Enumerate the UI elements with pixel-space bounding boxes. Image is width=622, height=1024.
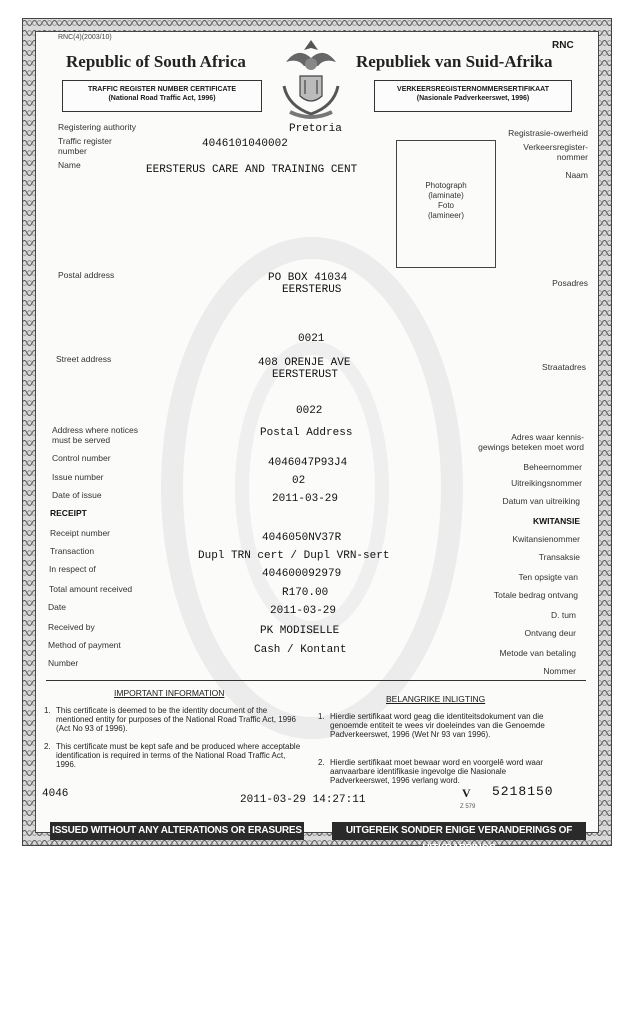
office-code: 4046	[42, 788, 69, 800]
label-street-address: Street address	[56, 354, 112, 364]
form-code: RNC(4)(2003/10)	[58, 34, 112, 41]
label-af-control-number: Beheernommer	[523, 462, 582, 472]
label-af-receipt-number: Kwitansienommer	[512, 534, 580, 544]
info-item-af-2	[318, 758, 566, 785]
label-number: Number	[48, 658, 79, 668]
label-control-number: Control number	[52, 453, 111, 463]
value-postal-line2: EERSTERUS	[282, 284, 342, 296]
label-receipt: RECEIPT	[50, 508, 87, 518]
info-item-en-1	[44, 706, 306, 733]
label-date: Date	[48, 602, 66, 612]
info-item-af-2-text: Hierdie sertifikaat moet bewaar word en voorgelê word waar aanvaarbare identifikasie ingevolge die Nasionale Padverkeerswet, 1996 verlang word.	[330, 758, 543, 785]
label-received-by: Received by	[48, 622, 95, 632]
photo-label-4: (lamineer)	[427, 211, 464, 220]
title-box-english-line1: TRAFFIC REGISTER NUMBER CERTIFICATE	[87, 86, 237, 93]
banner-english: ISSUED WITHOUT ANY ALTERATIONS OR ERASURES	[50, 822, 304, 840]
label-in-respect-of: In respect of	[49, 564, 96, 574]
label-af-registering-authority: Registrasie-owerheid	[508, 128, 588, 138]
info-item-af-1-number: 1.	[318, 712, 325, 721]
label-af-issue-number: Uitreikingsnommer	[511, 478, 582, 488]
info-item-af-1	[318, 712, 566, 739]
info-item-en-2	[44, 742, 306, 769]
value-control-number: 4046047P93J4	[268, 457, 348, 469]
value-issue-number: 02	[292, 475, 306, 487]
label-af-notices-address: Adres waar kennis- gewings beteken moet word	[478, 432, 584, 452]
label-af-date: D. tum	[550, 610, 576, 620]
label-af-total-amount: Totale bedrag ontvang	[493, 590, 578, 600]
label-af-method-of-payment: Metode van betaling	[499, 648, 576, 658]
photo-label-1: Photograph	[425, 181, 467, 190]
value-received-by: PK MODISELLE	[260, 625, 340, 637]
info-heading-afrikaans: BELANGRIKE INLIGTING	[386, 694, 486, 704]
label-af-date-of-issue: Datum van uitreiking	[502, 496, 580, 506]
value-date: 2011-03-29	[270, 605, 337, 617]
value-street-line1: 408 ORENJE AVE	[258, 357, 351, 369]
value-total-amount: R170.00	[282, 587, 329, 599]
info-item-af-2-number: 2.	[318, 758, 325, 767]
label-af-traffic-register-number: Verkeersregister- nommer	[523, 142, 588, 162]
value-notices-address: Postal Address	[260, 427, 353, 439]
info-item-en-2-number: 2.	[44, 742, 51, 751]
value-traffic-register-number: 4046101040002	[202, 138, 288, 150]
photo-label-2: (laminate)	[428, 191, 464, 200]
value-postal-line1: PO BOX 41034	[268, 272, 348, 284]
photo-box	[396, 140, 496, 268]
info-item-en-1-text: This certificate is deemed to be the identity document of the mentioned entity for purposes of the National Road Traffic Act, 1996 (Act No 93 of 1996).	[56, 706, 296, 733]
value-name: EERSTERUS CARE AND TRAINING CENT	[146, 164, 358, 176]
info-item-en-2-text: This certificate must be kept safe and be produced where acceptable identification is required in terms of the National Road Traffic Act, 1996.	[56, 742, 301, 769]
label-af-receipt: KWITANSIE	[532, 516, 580, 526]
value-transaction: Dupl TRN cert / Dupl VRN-sert	[198, 550, 390, 562]
label-notices-address: Address where notices must be served	[52, 425, 138, 445]
value-in-respect-of: 404600092979	[262, 568, 342, 580]
label-registering-authority: Registering authority	[58, 122, 136, 132]
corner-code: RNC	[552, 40, 574, 51]
serial-number: 5218150	[492, 784, 554, 799]
section-divider	[46, 680, 586, 681]
label-total-amount: Total amount received	[49, 584, 133, 594]
label-receipt-number: Receipt number	[50, 528, 111, 538]
value-street-code: 0022	[296, 405, 323, 417]
title-box-afrikaans	[374, 80, 572, 112]
value-registering-authority: Pretoria	[289, 123, 342, 135]
label-af-name: Naam	[565, 170, 588, 180]
label-af-postal-address: Posadres	[552, 278, 588, 288]
title-box-afrikaans-line1: VERKEERSREGISTERNOMMERSERTIFIKAAT	[397, 86, 549, 93]
info-item-af-1-text: Hierdie sertifikaat word geag die identiteitsdokument van die genoemde entiteit te wees vir doeleindes van die Genoemde Padverkeerswet, 1996 (Wet Nr 93 van 1996).	[330, 712, 545, 739]
photo-label-3: Foto	[437, 201, 454, 210]
value-date-of-issue: 2011-03-29	[272, 493, 339, 505]
title-box-afrikaans-line2: (Nasionale Padverkeerswet, 1996)	[416, 95, 530, 102]
value-street-line2: EERSTERUST	[272, 369, 339, 381]
title-box-english	[62, 80, 262, 112]
label-method-of-payment: Method of payment	[48, 640, 121, 650]
label-traffic-register-number: Traffic register number	[58, 136, 112, 156]
small-code: Z 579	[460, 804, 476, 810]
label-af-transaction: Transaksie	[538, 552, 580, 562]
title-english: Republic of South Africa	[66, 52, 246, 71]
banner-afrikaans: UITGEREIK SONDER ENIGE VERANDERINGS OF UITKRAPPINGS	[332, 822, 586, 840]
label-issue-number: Issue number	[52, 472, 104, 482]
serial-prefix: V	[462, 786, 471, 800]
value-postal-code: 0021	[298, 333, 325, 345]
title-box-english-line2: (National Road Traffic Act, 1996)	[108, 95, 216, 102]
label-af-in-respect-of: Ten opsigte van	[518, 572, 578, 582]
print-timestamp: 2011-03-29 14:27:11	[240, 794, 366, 806]
coat-of-arms-icon	[278, 36, 344, 122]
label-postal-address: Postal address	[58, 270, 115, 280]
label-af-received-by: Ontvang deur	[524, 628, 576, 638]
label-transaction: Transaction	[50, 546, 95, 556]
label-af-street-address: Straatadres	[542, 362, 586, 372]
label-date-of-issue: Date of issue	[52, 490, 102, 500]
label-af-number: Nommer	[543, 666, 576, 676]
info-heading-english: IMPORTANT INFORMATION	[114, 688, 225, 698]
value-method-of-payment: Cash / Kontant	[254, 644, 347, 656]
info-item-en-1-number: 1.	[44, 706, 51, 715]
title-afrikaans: Republiek van Suid-Afrika	[356, 52, 553, 71]
certificate	[22, 18, 612, 854]
value-receipt-number: 4046050NV37R	[262, 532, 342, 544]
label-name: Name	[58, 160, 81, 170]
